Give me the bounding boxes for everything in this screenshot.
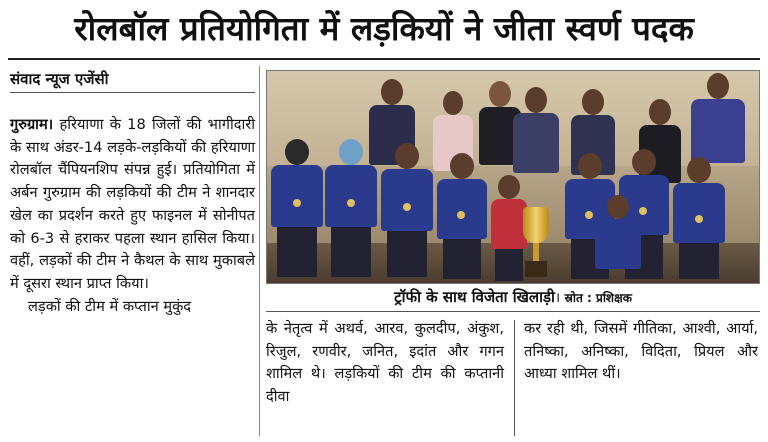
photo-credit: स्रोत : प्रशिक्षक — [564, 291, 632, 305]
photo-player — [435, 153, 489, 283]
team-photo — [266, 70, 760, 284]
photo-player — [323, 139, 379, 283]
paragraph-1-text: हरियाणा के 18 जिलों की भागीदारी के साथ अंडर-14 लड़के-लड़कियों की हरियाणा रोलबॉल चैंपियनशिप संपन्न हुई। प्रतियोगिता में अर्बन गुरुग्राम की लड़कियों की टीम ने शानदार खेल का प्रदर्शन करते हुए फाइनल में सोनीपत को 6-3 से हराकर पहला स्थान हासिल किया। वहीं, लड़कों की टीम ने कैथल के साथ मुकाबले में दूसरा स्थान प्राप्त किया। — [10, 116, 255, 292]
column-divider-left — [259, 66, 260, 436]
photo-caption-text: ट्रॉफी के साथ विजेता खिलाड़ी — [394, 288, 555, 306]
trophy — [523, 207, 549, 277]
headline-rule — [8, 58, 760, 60]
article-paragraph-2 — [10, 296, 255, 319]
photo-caption-separator: । — [554, 290, 561, 306]
photo-player — [671, 157, 727, 283]
headline: रोलबॉल प्रतियोगिता में लड़कियों ने जीता स्वर्ण पदक — [74, 9, 694, 48]
photo-player — [593, 195, 643, 283]
article-paragraph-1 — [10, 114, 255, 296]
article-column-2 — [266, 318, 504, 409]
byline: संवाद न्यूज एजेंसी — [10, 66, 255, 93]
dateline: गुरुग्राम। — [10, 116, 54, 133]
photo-player — [379, 143, 435, 283]
column-2-text: के नेतृत्व में अथर्व, आरव, कुलदीप, अंकुश, रिजुल, रणवीर, जनित, इदांत और गगन शामिल थे। लड़कियों की टीम की कप्तानी दीवा — [266, 320, 504, 406]
article-column-1 — [10, 114, 255, 318]
article-column-3 — [524, 318, 758, 386]
photo-caption — [266, 283, 760, 312]
paragraph-2-start: लड़कों की टीम में कप्तान मुकुंद — [28, 297, 192, 315]
column-divider-right — [514, 320, 515, 436]
column-3-text: कर रही थी, जिसमें गीतिका, आश्वी, आर्या, तनिष्का, अनिष्का, विदिता, प्रियल और आध्या शामिल थीं। — [524, 320, 758, 383]
photo-player — [269, 139, 325, 283]
